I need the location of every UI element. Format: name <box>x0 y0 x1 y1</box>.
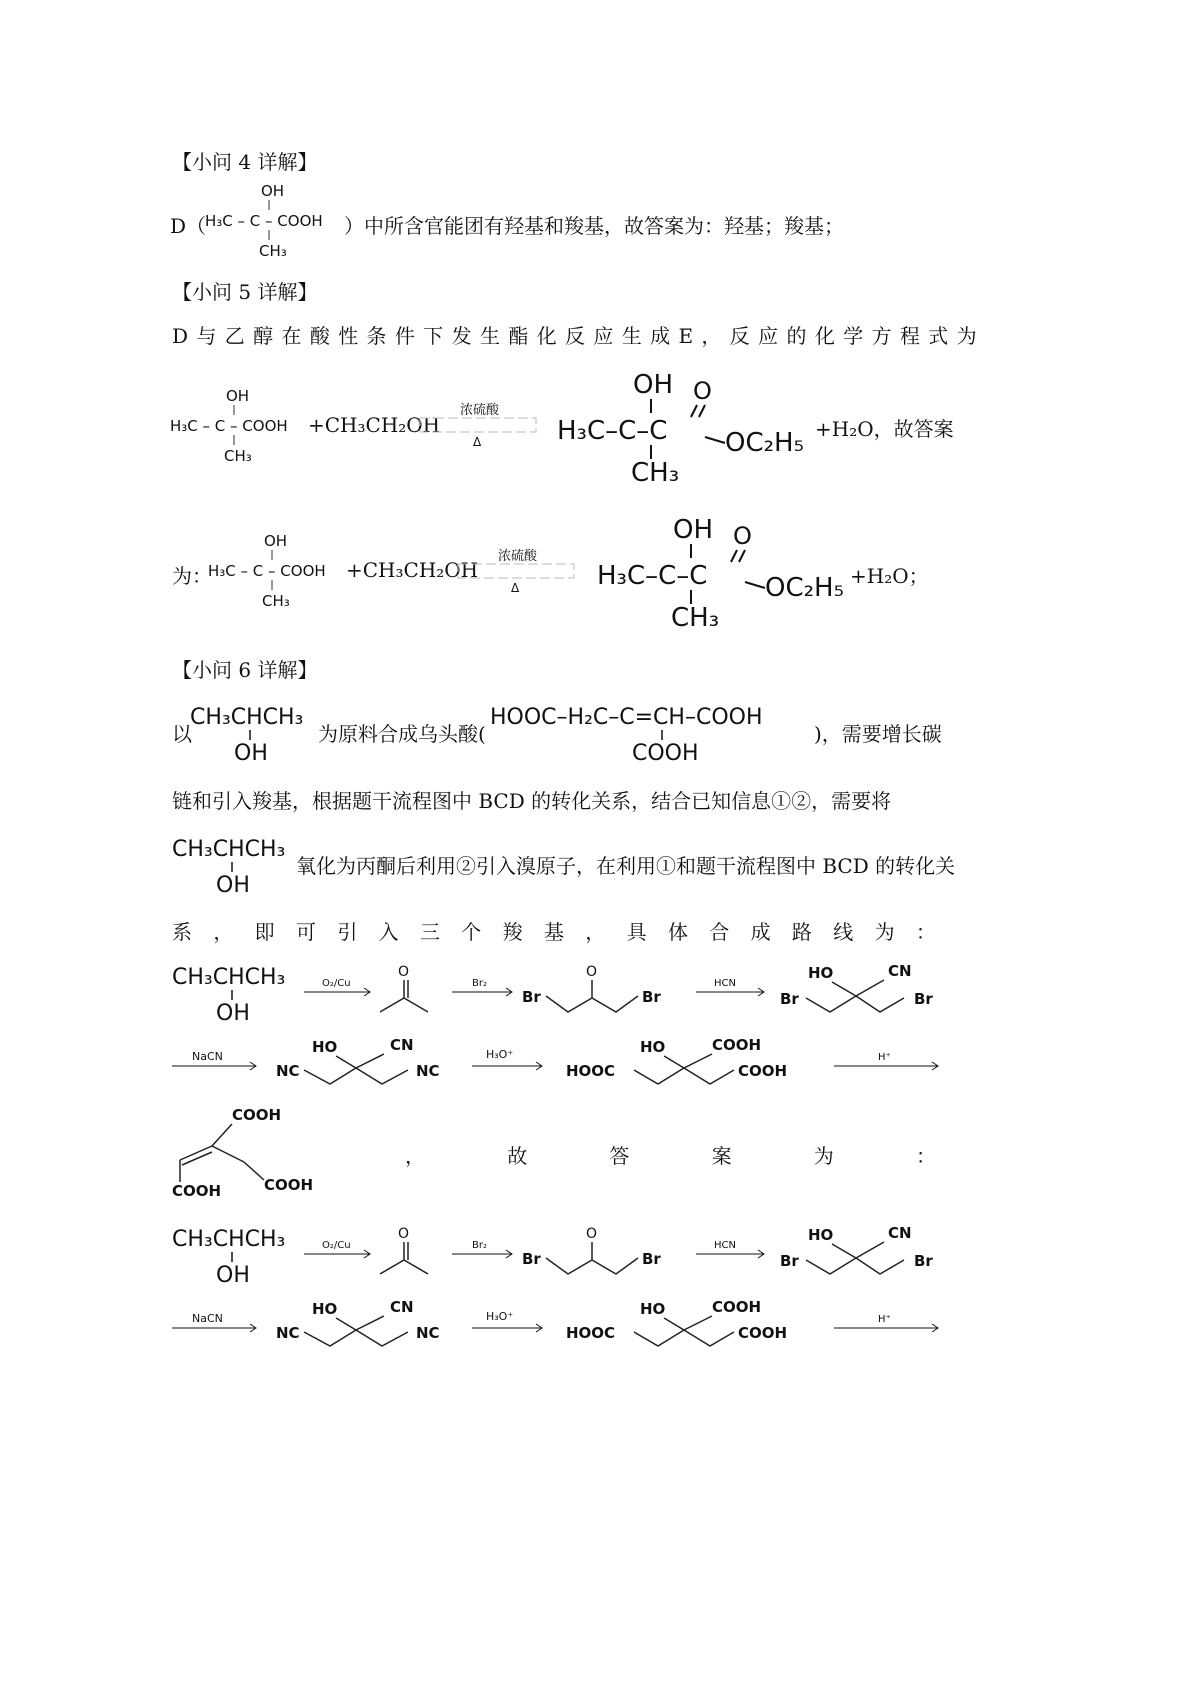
synthesis-route-row1 <box>172 958 952 1028</box>
structure-e-1 <box>555 365 815 488</box>
svg-text:Δ: Δ <box>511 581 520 595</box>
q6-line3: 氧化为丙酮后利用②引入溴原子，在利用①和题干流程图中 BCD 的转化关 <box>296 854 956 878</box>
svg-text:O: O <box>398 1226 410 1242</box>
svg-text:HO: HO <box>640 1038 666 1056</box>
svg-text:CN: CN <box>390 1036 414 1054</box>
svg-text:OH: OH <box>633 370 674 400</box>
svg-text:H₃O⁺: H₃O⁺ <box>486 1048 514 1061</box>
structure-aconitic-acid <box>490 700 810 764</box>
svg-text:HOOC: HOOC <box>566 1324 616 1342</box>
svg-text:CN: CN <box>888 1224 912 1242</box>
svg-text:OH: OH <box>673 515 714 545</box>
svg-text:CH₃: CH₃ <box>224 447 252 465</box>
svg-text:浓硫酸: 浓硫酸 <box>498 549 538 564</box>
svg-text:OH: OH <box>264 532 288 550</box>
q5-answer-prefix: 为： <box>172 564 212 588</box>
svg-text:NaCN: NaCN <box>192 1312 223 1325</box>
svg-text:COOH: COOH <box>738 1324 788 1342</box>
svg-text:Br: Br <box>780 1252 799 1270</box>
svg-text:浓硫酸: 浓硫酸 <box>460 403 500 418</box>
reaction-condition-1 <box>418 400 538 460</box>
svg-text:NC: NC <box>276 1324 300 1342</box>
structure-d <box>205 180 345 260</box>
svg-text:NaCN: NaCN <box>192 1050 223 1063</box>
svg-text:CH₃CHCH₃: CH₃CHCH₃ <box>172 1227 286 1252</box>
svg-text:HOOC–H₂C–C=CH–COOH: HOOC–H₂C–C=CH–COOH <box>490 705 763 730</box>
svg-text:Br₂: Br₂ <box>472 978 487 989</box>
svg-text:NC: NC <box>416 1062 440 1080</box>
ethanol-1: +CH₃CH₂OH <box>308 413 441 437</box>
q4-text: ）中所含官能团有羟基和羧基，故答案为：羟基；羧基； <box>344 214 844 238</box>
svg-text:O: O <box>398 964 410 980</box>
svg-text:H₃C–C–C: H₃C–C–C <box>557 416 668 446</box>
svg-text:H₃O⁺: H₃O⁺ <box>486 1310 514 1323</box>
structure-isopropanol-1 <box>190 700 320 764</box>
svg-text:COOH: COOH <box>632 741 699 766</box>
svg-text:Br: Br <box>642 988 661 1006</box>
svg-text:Br: Br <box>780 990 799 1008</box>
svg-text:OH: OH <box>216 1001 250 1026</box>
svg-text:Br₂: Br₂ <box>472 1240 487 1251</box>
svg-text:COOH: COOH <box>712 1036 762 1054</box>
water-2: +H₂O； <box>850 564 929 588</box>
structure-d-eq2 <box>208 530 348 610</box>
svg-text:HOOC: HOOC <box>566 1062 616 1080</box>
svg-text:O₂/Cu: O₂/Cu <box>322 978 351 989</box>
q6-line2: 链和引入羧基，根据题干流程图中 BCD 的转化关系，结合已知信息①②，需要将 <box>172 789 892 813</box>
svg-text:OH: OH <box>216 873 250 898</box>
d-oh: OH <box>261 182 285 200</box>
svg-text:Br: Br <box>914 990 933 1008</box>
reaction-condition-2 <box>456 546 576 606</box>
svg-text:OH: OH <box>226 387 250 405</box>
svg-text:H⁺: H⁺ <box>878 1052 891 1063</box>
synthesis-route-answer-row1 <box>172 1220 952 1290</box>
q6-line1-suffix: )，需要增长碳 <box>814 722 942 746</box>
svg-text:COOH: COOH <box>712 1298 762 1316</box>
svg-text:Br: Br <box>522 1250 541 1268</box>
svg-text:COOH: COOH <box>264 1176 314 1194</box>
q6-line1-prefix: 以 <box>172 722 192 746</box>
aconitic-acid-skeletal <box>172 1102 332 1198</box>
svg-text:H₃C – C – COOH: H₃C – C – COOH <box>170 417 288 435</box>
svg-text:O: O <box>586 964 598 980</box>
q5-heading: 【小问 5 详解】 <box>172 280 318 304</box>
q6-heading: 【小问 6 详解】 <box>172 658 318 682</box>
svg-text:Br: Br <box>642 1250 661 1268</box>
d-ch3: CH₃ <box>259 242 287 260</box>
svg-text:HCN: HCN <box>714 1240 736 1251</box>
svg-text:COOH: COOH <box>172 1182 222 1200</box>
q6-line4: 系 ， 即 可 引 入 三 个 羧 基 ， 具 体 合 成 路 线 为 ： <box>172 920 936 944</box>
svg-text:CH₃: CH₃ <box>631 458 680 488</box>
svg-text:OH: OH <box>234 741 268 766</box>
q4-prefix: D（ <box>170 214 207 238</box>
svg-text:HCN: HCN <box>714 978 736 989</box>
svg-text:OC₂H₅: OC₂H₅ <box>725 428 805 458</box>
svg-text:CH₃CHCH₃: CH₃CHCH₃ <box>172 837 286 862</box>
structure-e-2 <box>595 510 855 633</box>
svg-text:H₃C – C – COOH: H₃C – C – COOH <box>208 562 326 580</box>
svg-text:COOH: COOH <box>232 1106 282 1124</box>
svg-text:CH₃: CH₃ <box>262 592 290 610</box>
svg-text:COOH: COOH <box>738 1062 788 1080</box>
svg-text:H⁺: H⁺ <box>878 1314 891 1325</box>
svg-text:O: O <box>733 522 752 550</box>
svg-text:H₃C–C–C: H₃C–C–C <box>597 561 708 591</box>
svg-text:OC₂H₅: OC₂H₅ <box>765 573 845 603</box>
d-main: H₃C – C – COOH <box>205 212 323 230</box>
q6-line1-mid: 为原料合成乌头酸( <box>318 722 486 746</box>
q5-line1: D 与 乙 醇 在 酸 性 条 件 下 发 生 酯 化 反 应 生 成 E ， 反 应 的 化 学 方 程 式 为 <box>172 324 978 348</box>
svg-text:CN: CN <box>390 1298 414 1316</box>
svg-text:HO: HO <box>640 1300 666 1318</box>
structure-isopropanol-2 <box>172 832 302 896</box>
ethanol-2: +CH₃CH₂OH <box>346 558 479 582</box>
synthesis-route-row2 <box>172 1036 952 1096</box>
water-1: +H₂O，故答案 <box>815 417 954 441</box>
svg-text:O: O <box>693 377 712 405</box>
svg-text:OH: OH <box>216 1263 250 1288</box>
svg-text:NC: NC <box>416 1324 440 1342</box>
svg-text:O₂/Cu: O₂/Cu <box>322 1240 351 1251</box>
q4-heading: 【小问 4 详解】 <box>172 150 318 174</box>
svg-text:Br: Br <box>522 988 541 1006</box>
svg-text:HO: HO <box>312 1300 338 1318</box>
svg-text:NC: NC <box>276 1062 300 1080</box>
svg-text:HO: HO <box>808 1226 834 1244</box>
svg-text:Br: Br <box>914 1252 933 1270</box>
svg-text:CH₃: CH₃ <box>671 603 720 633</box>
svg-text:O: O <box>586 1226 598 1242</box>
svg-text:Δ: Δ <box>473 435 482 449</box>
structure-d-eq1 <box>170 385 310 465</box>
synthesis-route-answer-row2 <box>172 1298 952 1358</box>
svg-text:CH₃CHCH₃: CH₃CHCH₃ <box>190 705 304 730</box>
svg-text:CH₃CHCH₃: CH₃CHCH₃ <box>172 965 286 990</box>
q6-answer-line: ， 故 答 案 为 ： <box>405 1144 936 1168</box>
svg-text:HO: HO <box>808 964 834 982</box>
svg-text:CN: CN <box>888 962 912 980</box>
svg-text:HO: HO <box>312 1038 338 1056</box>
